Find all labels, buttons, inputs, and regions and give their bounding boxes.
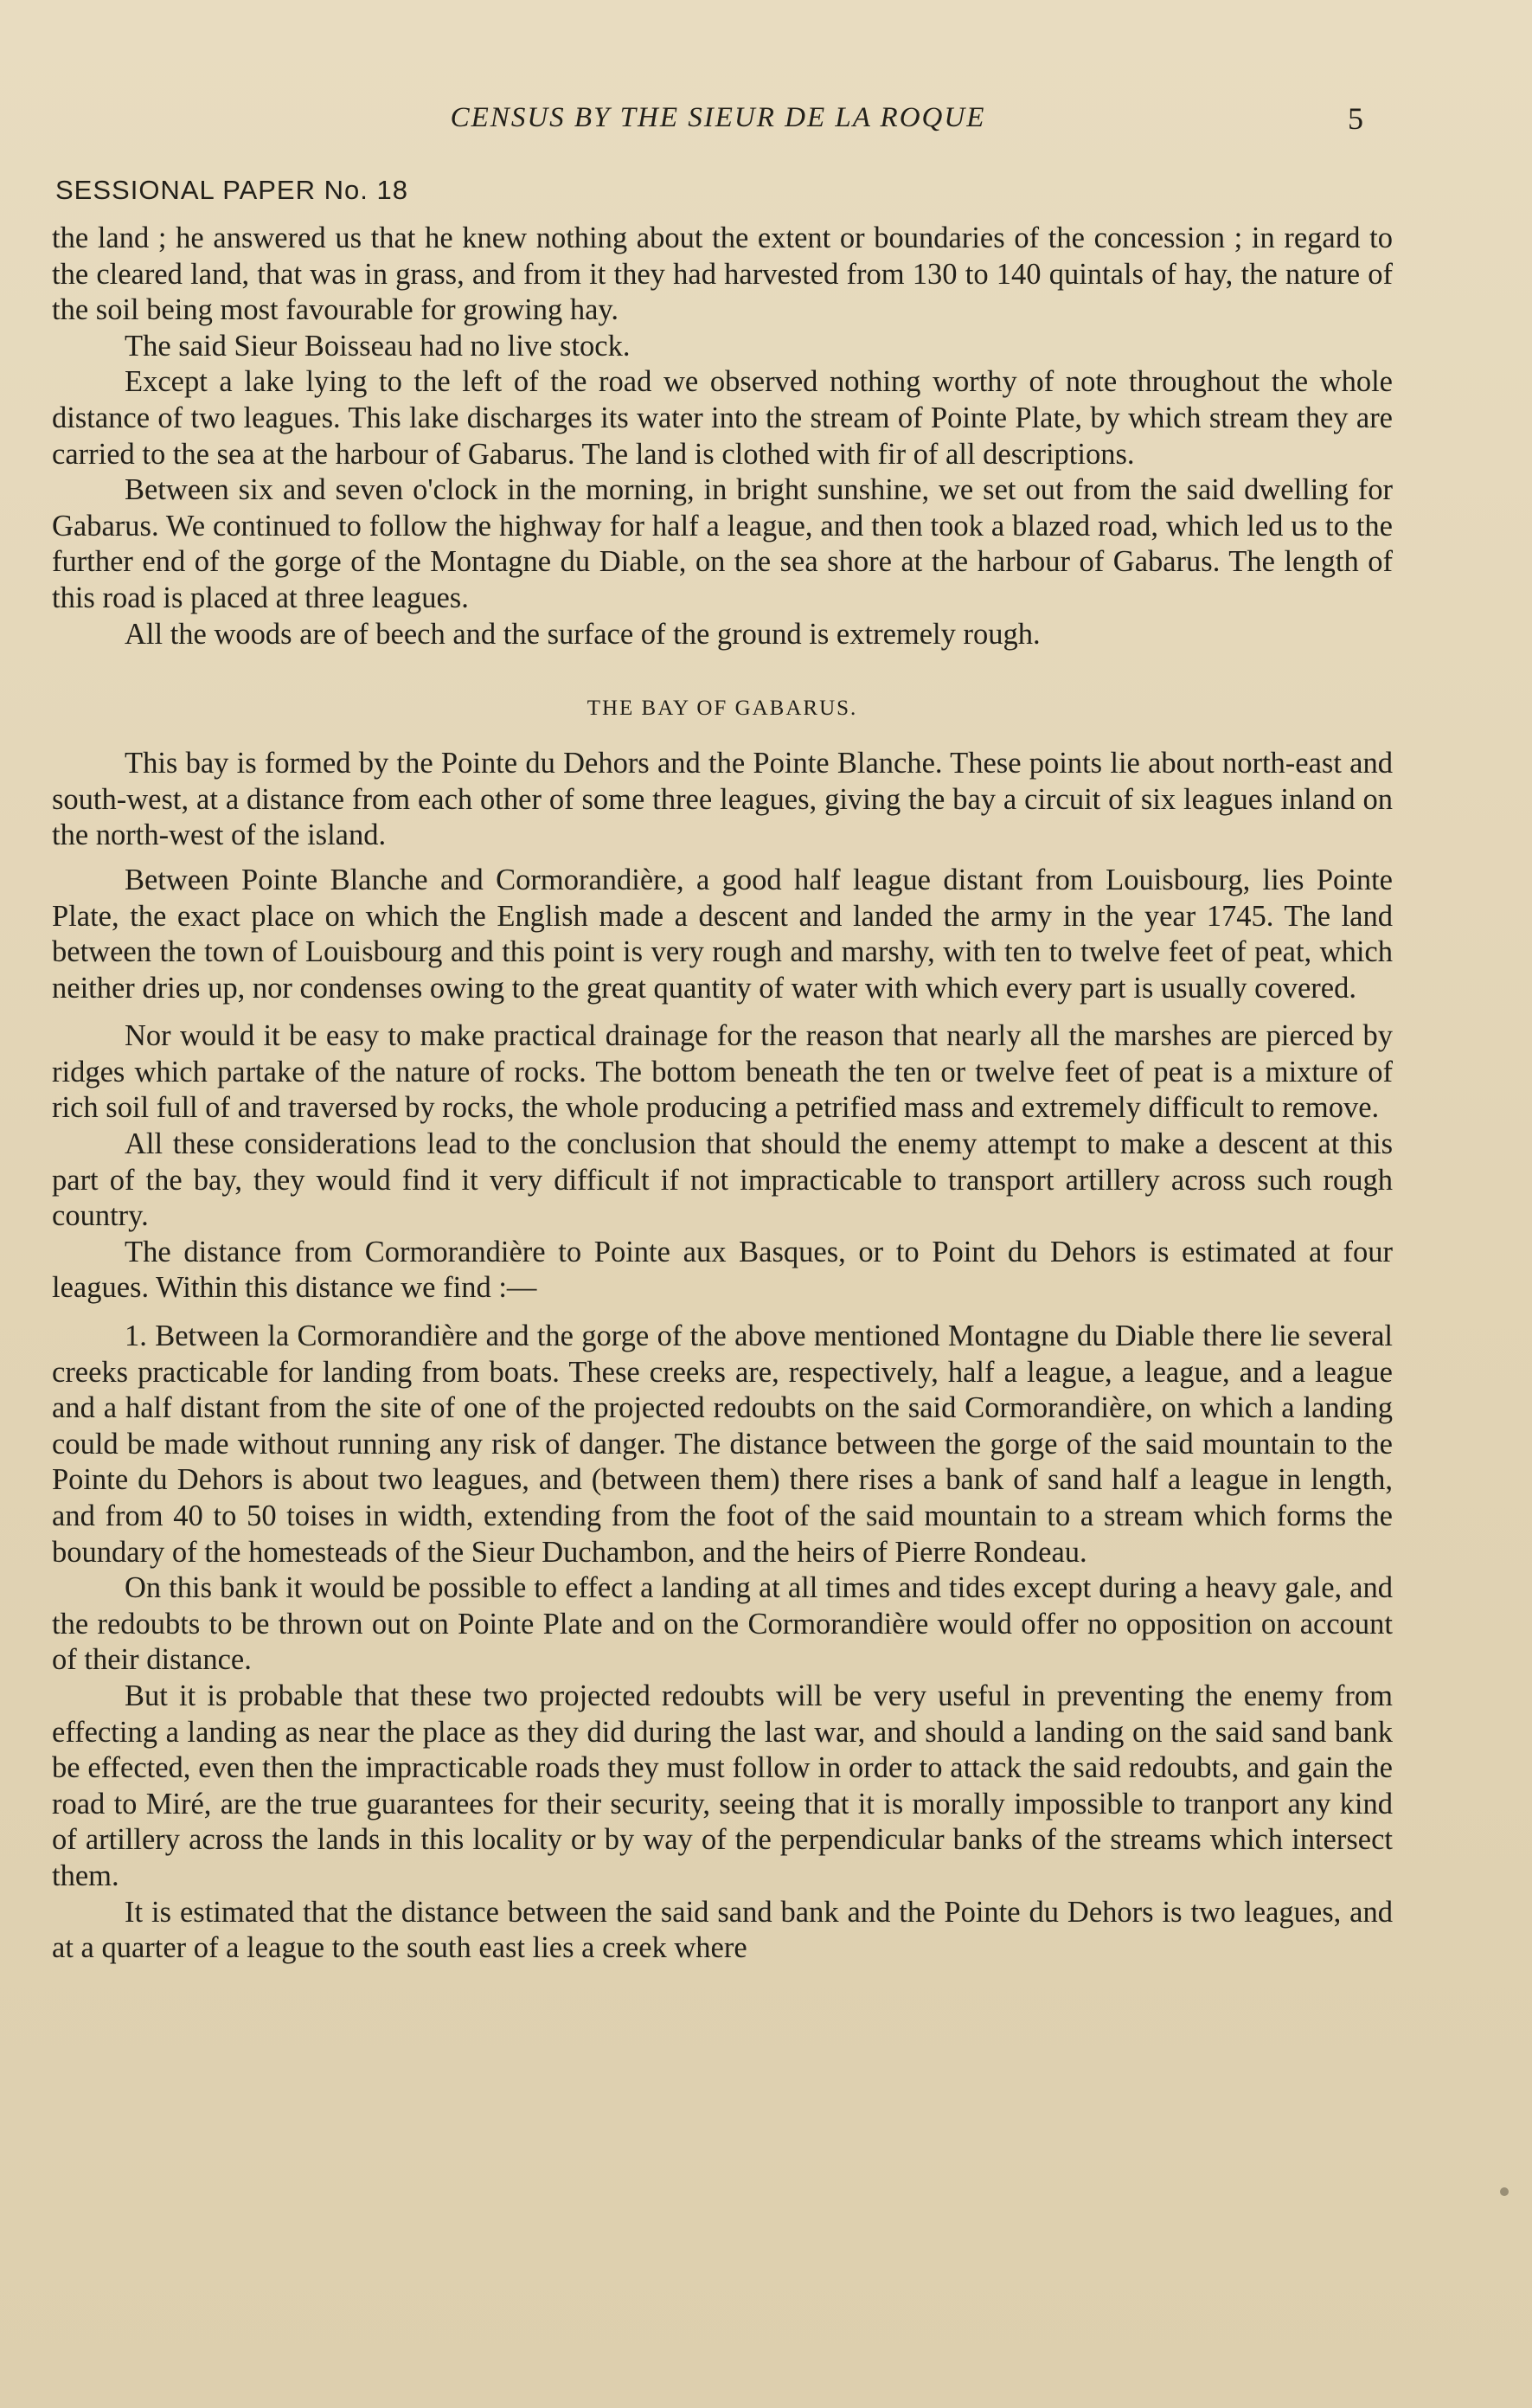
page-number: 5 xyxy=(1348,101,1363,136)
paragraph: the land ; he answered us that he knew nothing about the extent or boundaries of the concession ; in regard to the cleared land, that was in grass, and from it they had harvested from 130 to 140 quintals of hay, the nature of the soil being most favourable for growing hay. xyxy=(52,222,1393,327)
ink-speck xyxy=(1500,2187,1509,2196)
paragraph: It is estimated that the distance between the said sand bank and the Pointe du Dehors is two leagues, and at a quarter of a league to the south east lies a creek where xyxy=(52,1895,1393,1965)
paragraph: Between six and seven o'clock in the morning, in bright sunshine, we set out from the said dwelling for Gabarus. We continued to follow the highway for half a league, and then took a blazed road, which led us to the further end of the gorge of the Montagne du Diable, on the sea shore at the harbour of Gabarus. The length of this road is placed at three leagues. xyxy=(52,473,1393,614)
paragraph: Nor would it be easy to make practical drainage for the reason that nearly all the marshes are pierced by ridges which partake of the nature of rocks. The bottom beneath the ten or twelve feet of peat is a mixture of rich soil full of and traversed by rocks, the whole producing a petrified mass and extremely difficult to remove. xyxy=(52,1019,1393,1125)
running-head: CENSUS BY THE SIEUR DE LA ROQUE xyxy=(450,102,986,133)
body-text xyxy=(52,221,1393,1967)
paragraph: All the woods are of beech and the surface of the ground is extremely rough. xyxy=(125,617,1041,651)
paragraph: This bay is formed by the Pointe du Dehors and the Pointe Blanche. These points lie about north-east and south-west, at a distance from each other of some three leagues, giving the bay a circuit of six leagues inland on the north-west of the island. xyxy=(52,747,1393,852)
paragraph: The distance from Cormorandière to Pointe aux Basques, or to Point du Dehors is estimated at four leagues. Within this distance we find :— xyxy=(52,1235,1393,1305)
section-heading: THE BAY OF GABARUS. xyxy=(587,697,858,721)
paragraph: 1. Between la Cormorandière and the gorge of the above mentioned Montagne du Diable there lie several creeks practicable for landing from boats. These creeks are, respectively, half a league, a league, and a league and a half distant from the site of one of the projected redoubts on the said Cormorandière, on which a landing could be made without running any risk of danger. The distance between the gorge of the said mountain to the Pointe du Dehors is about two leagues, and (between them) there rises a bank of sand half a league in length, and from 40 to 50 toises in width, extending from the foot of the said mountain to a stream which forms the boundary of the homesteads of the Sieur Duchambon, and the heirs of Pierre Rondeau. xyxy=(52,1320,1393,1569)
paragraph: On this bank it would be possible to effect a landing at all times and tides except during a heavy gale, and the redoubts to be thrown out on Pointe Plate and on the Cormorandière would offer no opposition on account of their distance. xyxy=(52,1571,1393,1677)
paragraph: The said Sieur Boisseau had no live stock. xyxy=(125,329,631,363)
paragraph: All these considerations lead to the conclusion that should the enemy attempt to make a descent at this part of the bay, they would find it very difficult if not impracticable to transport artillery across such rough country. xyxy=(52,1127,1393,1233)
sessional-paper-label: SESSIONAL PAPER No. 18 xyxy=(55,175,408,205)
paragraph: Between Pointe Blanche and Cormorandière, a good half league distant from Louisbourg, lies Pointe Plate, the exact place on which the English made a descent and landed the army in the year 1745. The land between the town of Louisbourg and this point is very rough and marshy, with ten to twelve feet of peat, which neither dries up, nor condenses owing to the great quantity of water with which every part is usually covered. xyxy=(52,863,1393,1005)
paragraph: Except a lake lying to the left of the road we observed nothing worthy of note throughout the whole distance of two leagues. This lake discharges its water into the stream of Pointe Plate, by which stream they are carried to the sea at the harbour of Gabarus. The land is clothed with fir of all descriptions. xyxy=(52,365,1393,471)
paragraph: But it is probable that these two projected redoubts will be very useful in preventing the enemy from effecting a landing as near the place as they did during the last war, and should a landing on the said sand bank be effected, even then the impracticable roads they must follow in order to attack the said redoubts, and gain the road to Miré, are the true guarantees for their security, seeing that it is morally impossible to tranport any kind of artillery across the lands in this locality or by way of the perpendicular banks of the streams which intersect them. xyxy=(52,1679,1393,1892)
